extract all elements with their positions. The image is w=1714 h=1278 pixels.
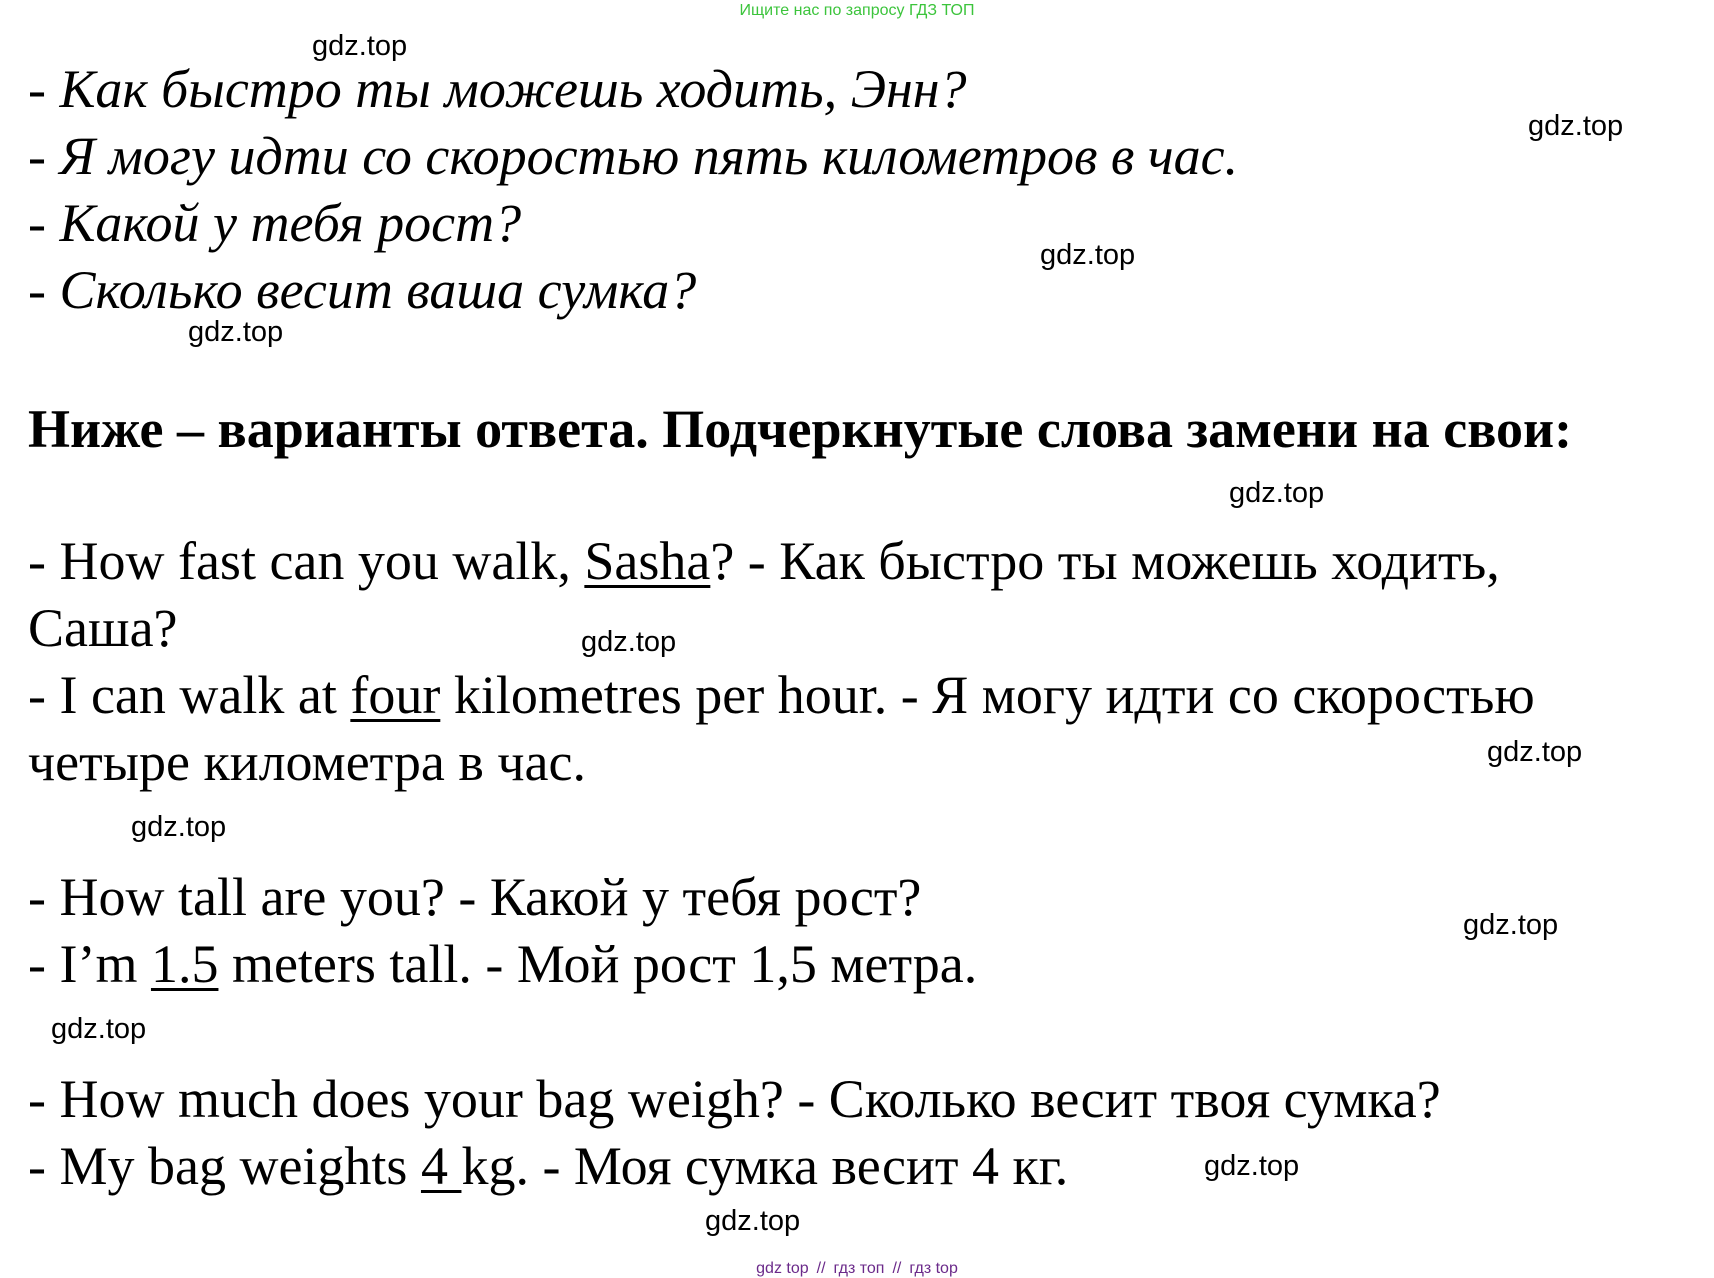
bottom-links [0,1260,1714,1278]
watermark: gdz.top [1528,110,1624,142]
watermark: gdz.top [188,316,284,348]
russian-line-1: - Как быстро ты можешь ходить, Энн? [28,59,967,119]
watermark: gdz.top [1204,1150,1300,1182]
russian-line-3: - Какой у тебя рост? [28,193,522,253]
answer-line-7: - How much does your bag weigh? - Сколько весит твоя сумка? [28,1069,1441,1129]
answer-line-4: четыре километра в час. [28,732,586,792]
answer-line-3-pre: - I can walk at [28,665,351,725]
watermark: gdz.top [1487,736,1583,768]
watermark: gdz.top [312,30,408,62]
separator: // [816,1260,826,1277]
answer-line-8-post: kg. - Моя сумка весит 4 кг. [461,1136,1069,1196]
search-hint: Ищите нас по запросу ГДЗ ТОП [739,2,975,19]
answer-line-8-pre: - My bag weights [28,1136,421,1196]
answer-line-3 [28,664,1535,726]
answer-line-1-pre: - How fast can you walk, [28,531,585,591]
answer-line-6-post: meters tall. - Мой рост 1,5 метра. [218,934,978,994]
russian-line-4: - Сколько весит ваша сумка? [28,260,697,320]
bottom-link-3[interactable]: гдз top [909,1260,958,1277]
answer-line-2: Саша? [28,598,178,658]
watermark: gdz.top [581,626,677,658]
bottom-link-2[interactable]: гдз топ [833,1260,885,1277]
bottom-link-1[interactable]: gdz top [756,1260,809,1277]
separator: // [892,1260,902,1277]
watermark: gdz.top [705,1205,801,1237]
watermark: gdz.top [1040,239,1136,271]
watermark: gdz.top [51,1013,147,1045]
answer-line-1 [28,530,1500,592]
answer-line-6-pre: - I’m [28,934,151,994]
watermark: gdz.top [131,811,227,843]
watermark: gdz.top [1463,909,1559,941]
answer-line-5: - How tall are you? - Какой у тебя рост? [28,867,922,927]
answer-line-6 [28,933,977,995]
answer-line-6-underlined: 1.5 [150,934,219,994]
section-heading: Ниже – варианты ответа. Подчеркнутые слова замени на свои: [28,399,1573,459]
answer-line-1-post: ? - Как быстро ты можешь ходить, [710,531,1500,591]
answer-line-1-underlined: Sasha [584,531,711,591]
russian-line-2: - Я могу идти со скоростью пять километров в час. [28,126,1239,186]
answer-line-3-post: kilometres per hour. - Я могу идти со скоростью [440,665,1535,725]
answer-line-3-underlined: four [350,665,441,725]
watermark: gdz.top [1229,477,1325,509]
answer-line-8 [28,1135,1068,1197]
answer-line-8-underlined: 4 [420,1136,462,1196]
